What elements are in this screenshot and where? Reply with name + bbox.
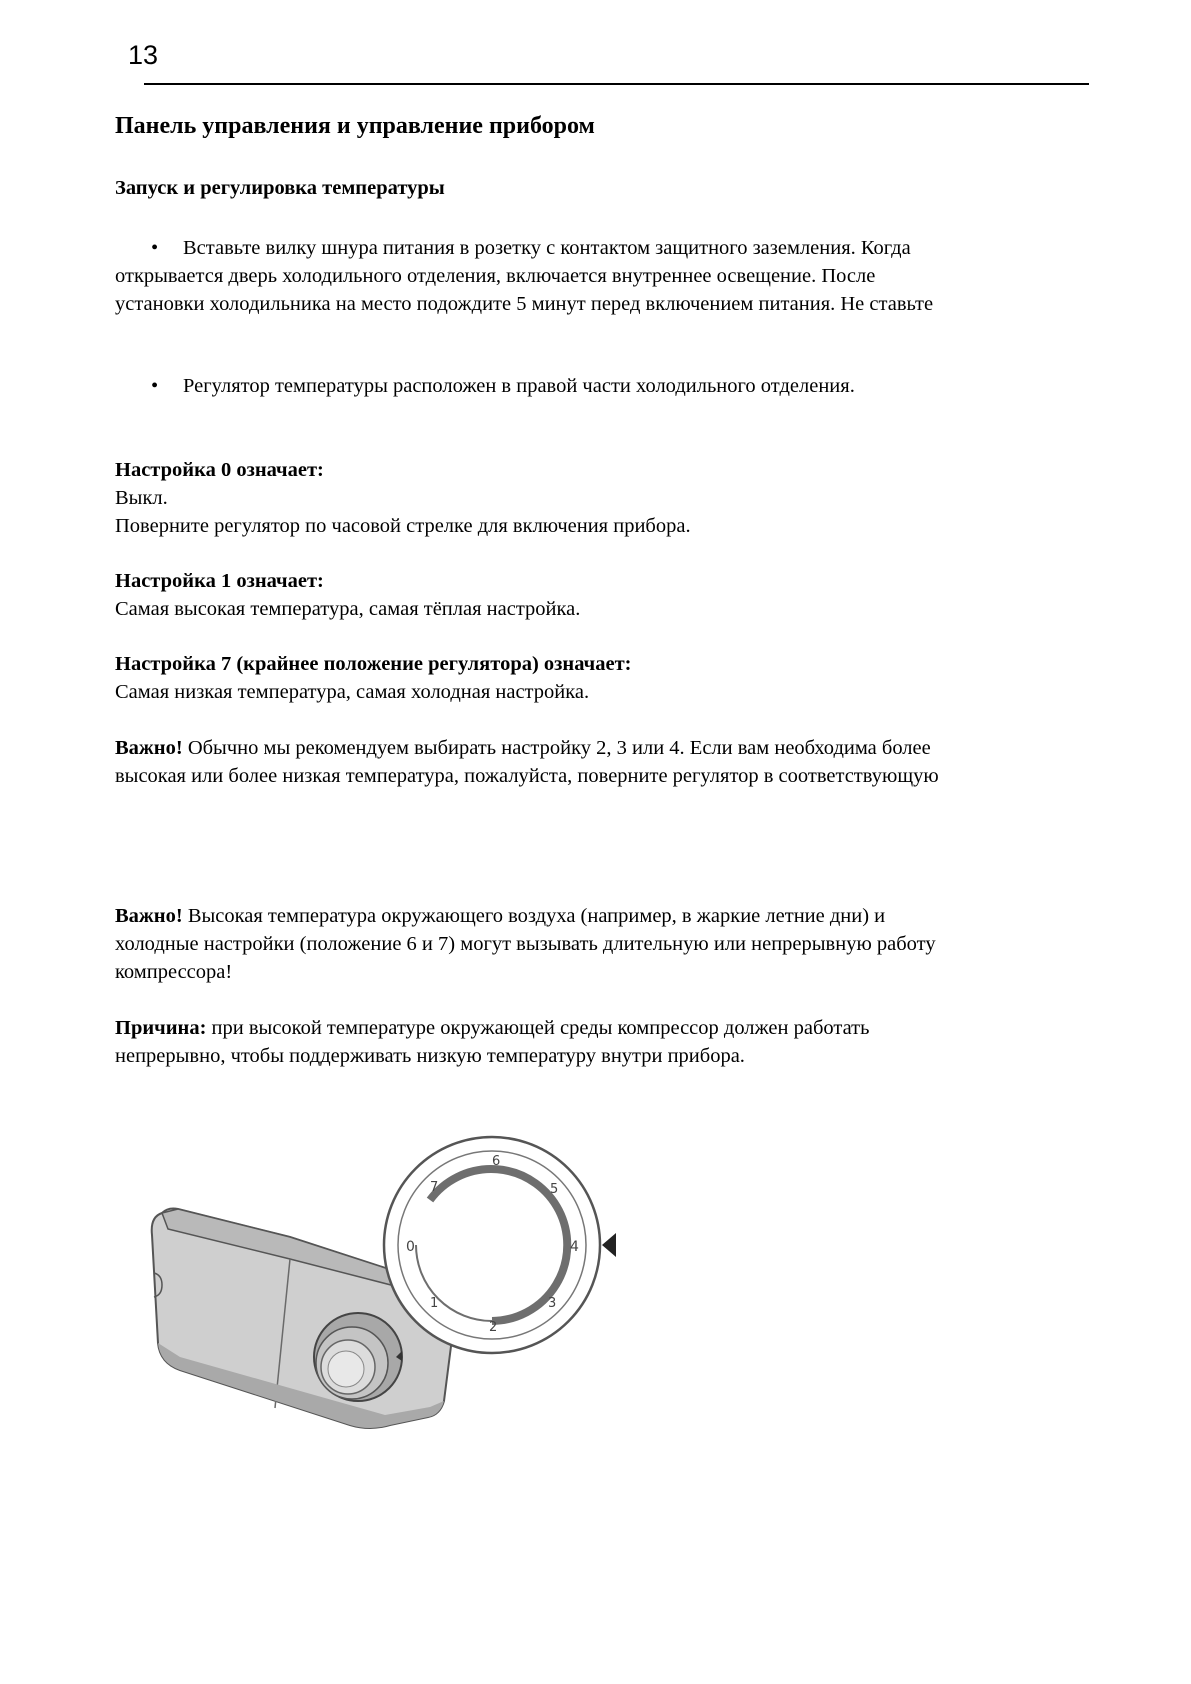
setting-heading: Настройка 1 означает: — [115, 570, 324, 592]
setting-0-block — [115, 456, 1095, 540]
dial-mark-5: 5 — [550, 1182, 559, 1197]
bullet-text: установки холодильника на место подождите 5 минут перед включением питания. Не ставьте — [115, 293, 934, 315]
setting-heading: Настройка 0 означает: — [115, 459, 324, 481]
reason-label: Причина: — [115, 1017, 207, 1039]
dial-mark-1: 1 — [430, 1296, 439, 1311]
header-rule — [144, 83, 1089, 85]
bullet-text: открывается дверь холодильного отделения, включается внутреннее освещение. После — [115, 265, 876, 287]
dial-mark-6: 6 — [492, 1154, 501, 1169]
important-note-2: Важно! Высокая температура окружающего воздуха (например, в жаркие летние дни) и холодные настройки (положение 6 и 7) могут вызывать длительную или непрерывную работу компрессора! — [115, 905, 936, 983]
page-title: Панель управления и управление прибором — [115, 113, 595, 139]
important-label: Важно! — [115, 905, 183, 927]
setting-text: Самая низкая температура, самая холодная настройка. — [115, 681, 590, 703]
bullet-item — [115, 372, 1095, 400]
bullet-dot: • — [151, 375, 159, 397]
page-number: 13 — [128, 40, 159, 70]
dial-mark-2: 2 — [489, 1320, 498, 1335]
dial-pointer-icon — [602, 1233, 616, 1257]
important-note-1: Важно! Обычно мы рекомендуем выбирать настройку 2, 3 или 4. Если вам необходима более высокая или более низкая температура, пожалуйста, поверните регулятор в соответствующую — [115, 737, 939, 787]
bullet-item — [115, 234, 1095, 318]
setting-heading: Настройка 7 (крайнее положение регулятора) означает: — [115, 653, 632, 675]
setting-text: Самая высокая температура, самая тёплая настройка. — [115, 598, 581, 620]
dial-mark-7: 7 — [430, 1180, 439, 1195]
reason-note: Причина: при высокой температуре окружающей среды компрессор должен работать непрерывно, чтобы поддерживать низкую температуру внутри прибора. — [115, 1017, 870, 1067]
important-label: Важно! — [115, 737, 183, 759]
dial-mark-4: 4 — [570, 1239, 579, 1255]
dial-inner-rim — [398, 1151, 586, 1339]
setting-1-block — [115, 567, 1095, 623]
housing-knob-inner — [328, 1351, 364, 1387]
setting-7-block — [115, 650, 1095, 706]
setting-text: Выкл. — [115, 487, 168, 509]
dial-mark-3: 3 — [548, 1296, 557, 1311]
dial-mark-0: 0 — [406, 1239, 415, 1255]
thermostat-illustration — [140, 1125, 640, 1470]
setting-text: Поверните регулятор по часовой стрелке для включения прибора. — [115, 515, 691, 537]
bullet-text: Вставьте вилку шнура питания в розетку с контактом защитного заземления. Когда — [183, 237, 911, 259]
bullet-dot: • — [151, 237, 159, 259]
section-subtitle: Запуск и регулировка температуры — [115, 177, 445, 199]
thermostat-dial-detail — [384, 1137, 616, 1353]
bullet-text: Регулятор температуры расположен в правой части холодильного отделения. — [183, 375, 855, 397]
